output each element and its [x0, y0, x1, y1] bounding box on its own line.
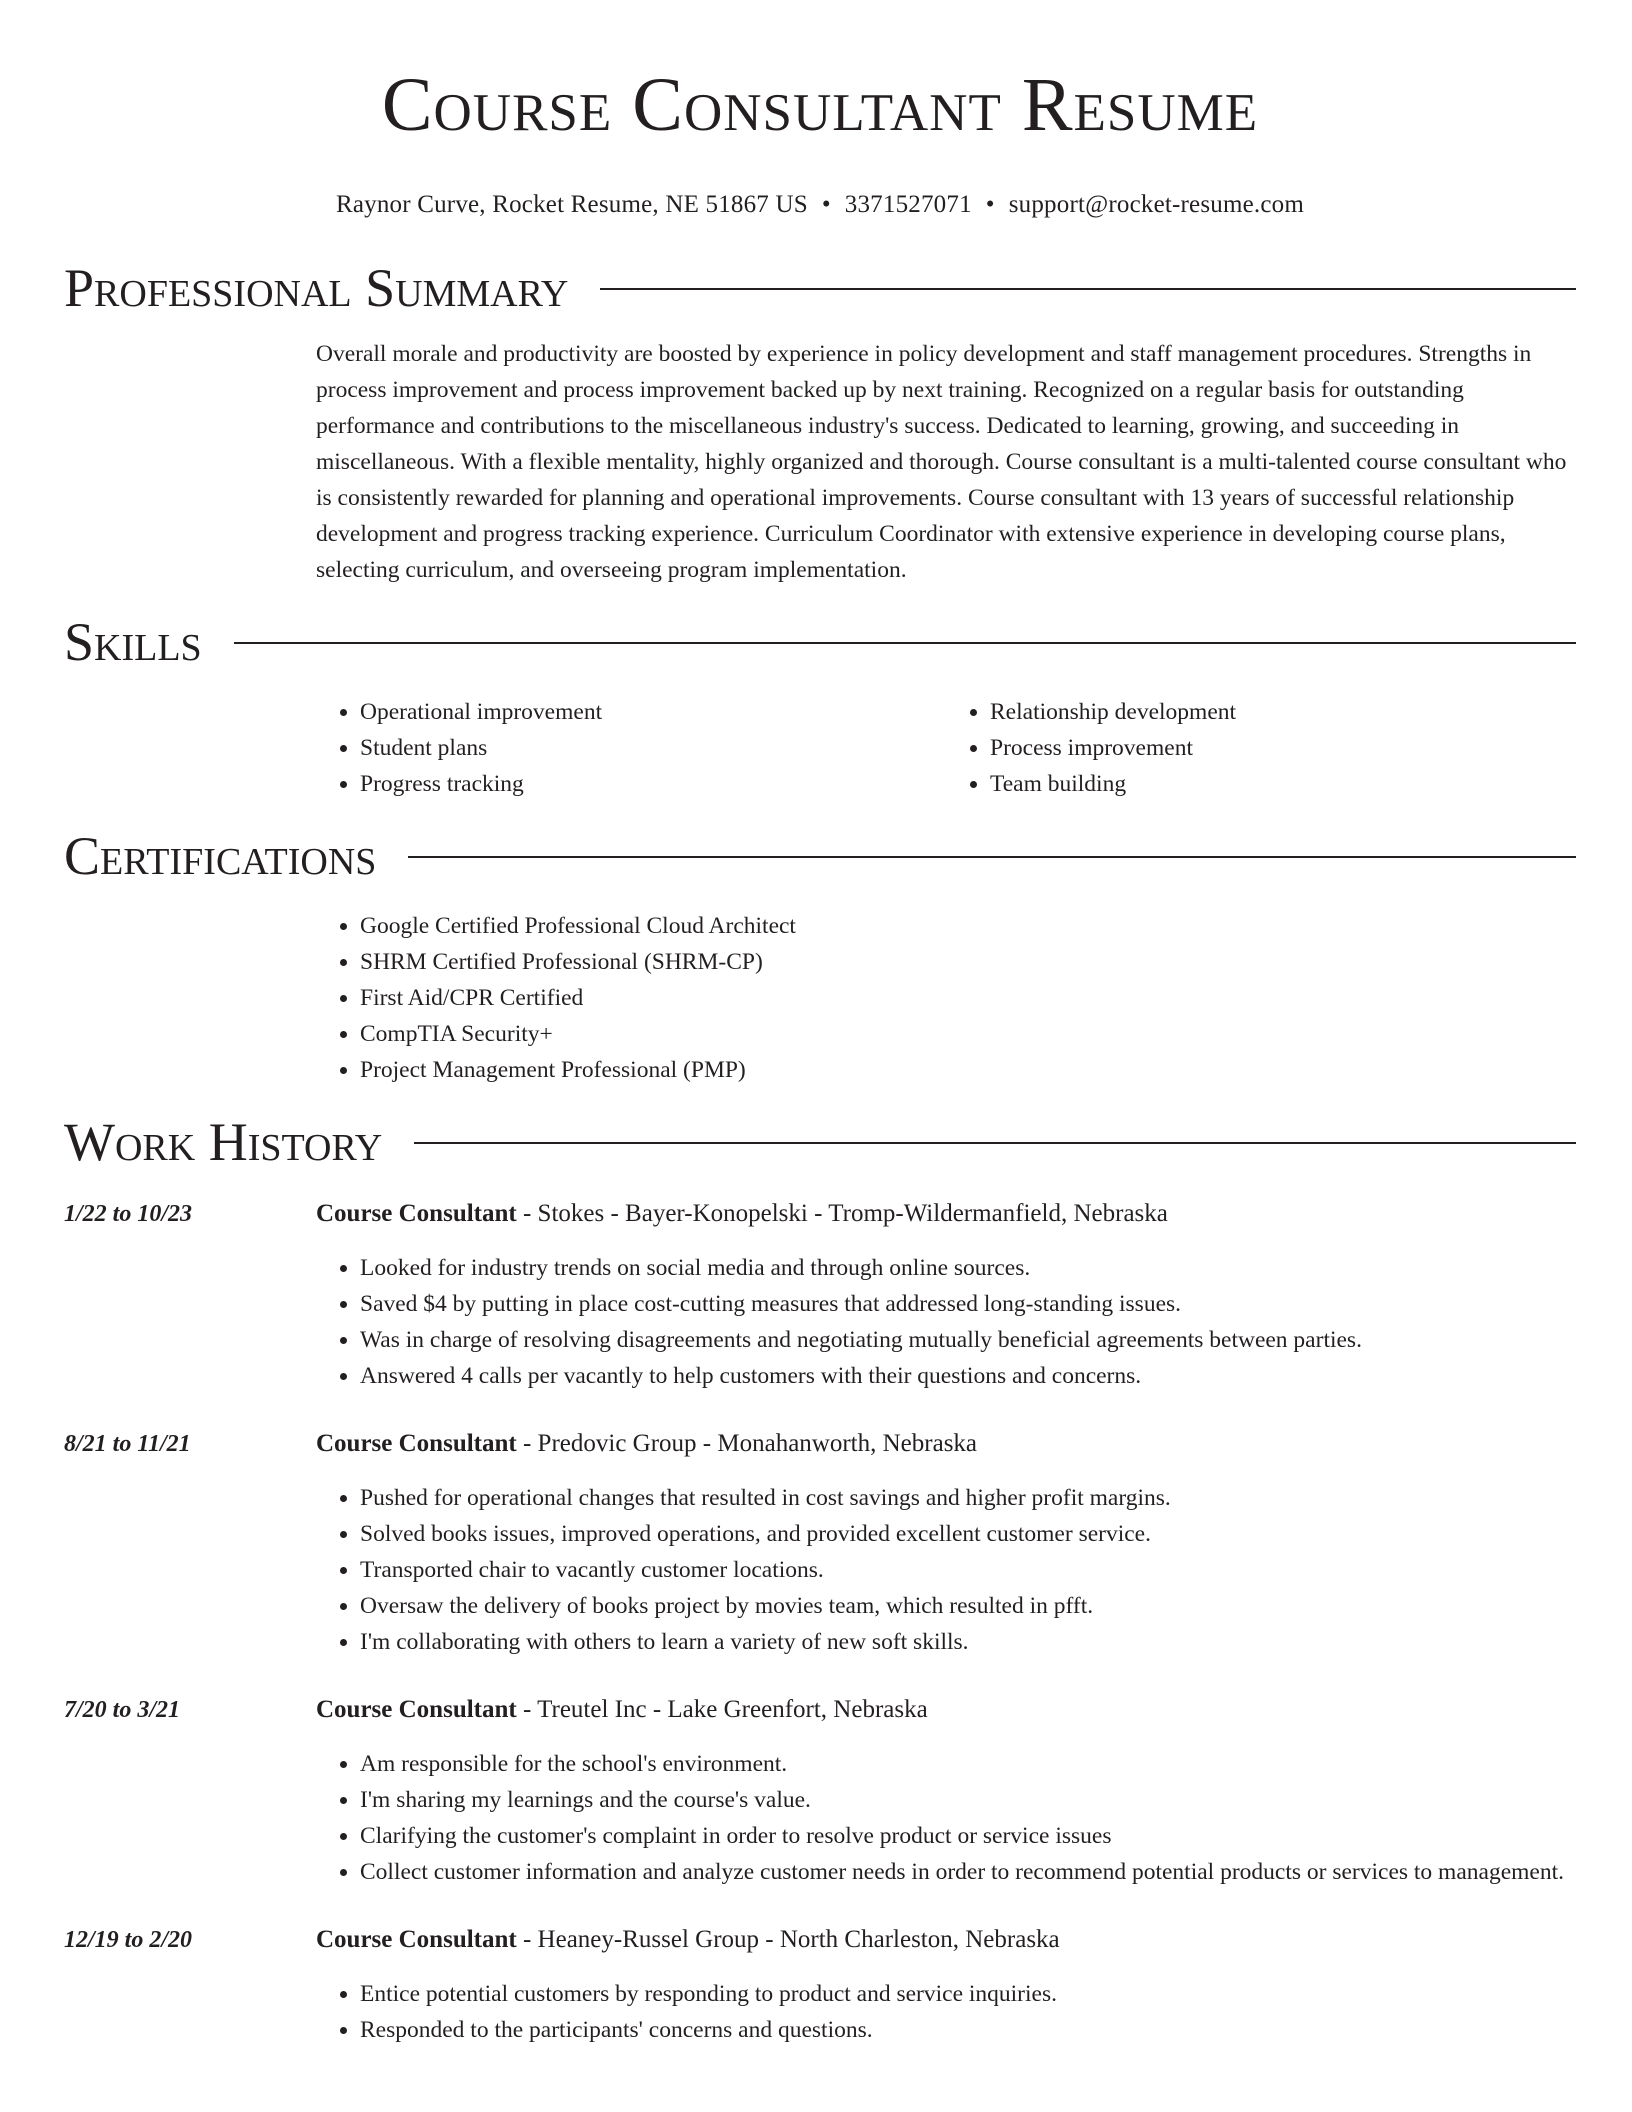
summary-heading: Professional Summary — [64, 258, 569, 318]
job-dates: 1/22 to 10/23 — [64, 1201, 193, 1227]
certification-item: • SHRM Certified Professional (SHRM-CP) — [360, 944, 1576, 980]
job-bullets — [316, 1976, 1576, 2048]
skills-column-right — [946, 694, 1576, 802]
work-section-header — [64, 1114, 1576, 1170]
job-company: - Stokes - Bayer-Konopelski - Tromp-Wildermanfield, Nebraska — [516, 1200, 1168, 1227]
certifications-list — [316, 908, 1576, 1088]
job-heading — [316, 1922, 1576, 1958]
certification-item: • First Aid/CPR Certified — [360, 980, 1576, 1016]
work-history-list — [64, 1196, 1576, 2048]
contact-email: support@rocket-resume.com — [1008, 191, 1305, 218]
certifications-section-header — [64, 828, 1576, 884]
contact-address: Raynor Curve, Rocket Resume, NE 51867 US — [335, 191, 808, 218]
job-bullet: • Was in charge of resolving disagreements and negotiating mutually beneficial agreements between parties. — [360, 1322, 1576, 1358]
skill-item: • Progress tracking — [360, 766, 946, 802]
skills-heading: Skills — [64, 612, 202, 672]
resume-title: Course Consultant Resume — [381, 63, 1259, 147]
contact-phone: 3371527071 — [844, 191, 972, 218]
job-bullet: • Solved books issues, improved operations, and provided excellent customer service. — [360, 1516, 1576, 1552]
job-entry — [64, 1426, 1576, 1660]
job-bullet: • Collect customer information and analyze customer needs in order to recommend potential products or services to management. — [360, 1854, 1576, 1890]
job-bullet: • Pushed for operational changes that resulted in cost savings and higher profit margins. — [360, 1480, 1576, 1516]
job-bullet: • Oversaw the delivery of books project by movies team, which resulted in pfft. — [360, 1588, 1576, 1624]
job-bullet: • Looked for industry trends on social media and through online sources. — [360, 1250, 1576, 1286]
certification-item: • Project Management Professional (PMP) — [360, 1052, 1576, 1088]
job-bullet: • Answered 4 calls per vacantly to help customers with their questions and concerns. — [360, 1358, 1576, 1394]
skills-list — [316, 694, 1576, 802]
job-heading — [316, 1196, 1576, 1232]
job-bullets — [316, 1746, 1576, 1890]
skill-item: • Operational improvement — [360, 694, 946, 730]
job-entry — [64, 1692, 1576, 1890]
job-bullet: • Responded to the participants' concerns and questions. — [360, 2012, 1576, 2048]
skill-item: • Process improvement — [990, 730, 1576, 766]
job-dates: 12/19 to 2/20 — [64, 1927, 193, 1953]
skill-item: • Student plans — [360, 730, 946, 766]
summary-section-header — [64, 260, 1576, 316]
section-divider — [408, 856, 1576, 858]
summary-body — [316, 336, 1576, 588]
skill-item: • Relationship development — [990, 694, 1576, 730]
job-company: - Treutel Inc - Lake Greenfort, Nebraska — [516, 1696, 928, 1723]
contact-separator: • — [985, 191, 995, 218]
job-heading — [316, 1426, 1576, 1462]
job-entry — [64, 1196, 1576, 1394]
job-bullet: • Entice potential customers by responding to product and service inquiries. — [360, 1976, 1576, 2012]
job-heading — [316, 1692, 1576, 1728]
job-bullet: • I'm collaborating with others to learn a variety of new soft skills. — [360, 1624, 1576, 1660]
section-divider — [234, 642, 1576, 644]
section-divider — [414, 1142, 1576, 1144]
certifications-body — [316, 908, 1576, 1088]
job-bullet: • Saved $4 by putting in place cost-cutting measures that addressed long-standing issues. — [360, 1286, 1576, 1322]
work-heading: Work History — [64, 1112, 383, 1172]
job-details — [316, 1922, 1576, 2048]
section-divider — [600, 288, 1576, 290]
job-details — [316, 1196, 1576, 1394]
job-bullet: • Transported chair to vacantly customer locations. — [360, 1552, 1576, 1588]
contact-line — [64, 190, 1576, 220]
job-role: Course Consultant — [316, 1430, 517, 1457]
contact-separator: • — [821, 191, 831, 218]
job-bullet: • Am responsible for the school's environment. — [360, 1746, 1576, 1782]
skills-section-header — [64, 614, 1576, 670]
job-details — [316, 1692, 1576, 1890]
job-bullet: • Clarifying the customer's complaint in order to resolve product or service issues — [360, 1818, 1576, 1854]
summary-text: Overall morale and productivity are boosted by experience in policy development and staff management procedures. Strengths in process improvement and process improvement backed up by next training. Recognized on a regular basis for outstanding performance and contributions to the miscellaneous industry's success. Dedicated to learning, growing, and succeeding in miscellaneous. With a flexible mentality, highly organized and thorough. Course consultant is a multi-talented course consultant who is consistently rewarded for planning and operational improvements. Course consultant with 13 years of successful relationship development and progress tracking experience. Curriculum Coordinator with extensive experience in developing course plans, selecting curriculum, and overseeing program implementation. — [316, 341, 1567, 583]
job-dates: 7/20 to 3/21 — [64, 1697, 181, 1723]
skill-item: • Team building — [990, 766, 1576, 802]
job-company: - Predovic Group - Monahanworth, Nebraska — [516, 1430, 978, 1457]
job-role: Course Consultant — [316, 1926, 517, 1953]
job-dates: 8/21 to 11/21 — [64, 1431, 191, 1457]
job-entry — [64, 1922, 1576, 2048]
job-details — [316, 1426, 1576, 1660]
job-role: Course Consultant — [316, 1696, 517, 1723]
resume-page — [64, 0, 1576, 2048]
certifications-heading: Certifications — [64, 826, 377, 886]
job-bullet: • I'm sharing my learnings and the course's value. — [360, 1782, 1576, 1818]
skills-column-left — [316, 694, 946, 802]
job-bullets — [316, 1480, 1576, 1660]
job-company: - Heaney-Russel Group - North Charleston, Nebraska — [516, 1926, 1060, 1953]
certification-item: • CompTIA Security+ — [360, 1016, 1576, 1052]
job-bullets — [316, 1250, 1576, 1394]
job-role: Course Consultant — [316, 1200, 517, 1227]
certification-item: • Google Certified Professional Cloud Architect — [360, 908, 1576, 944]
